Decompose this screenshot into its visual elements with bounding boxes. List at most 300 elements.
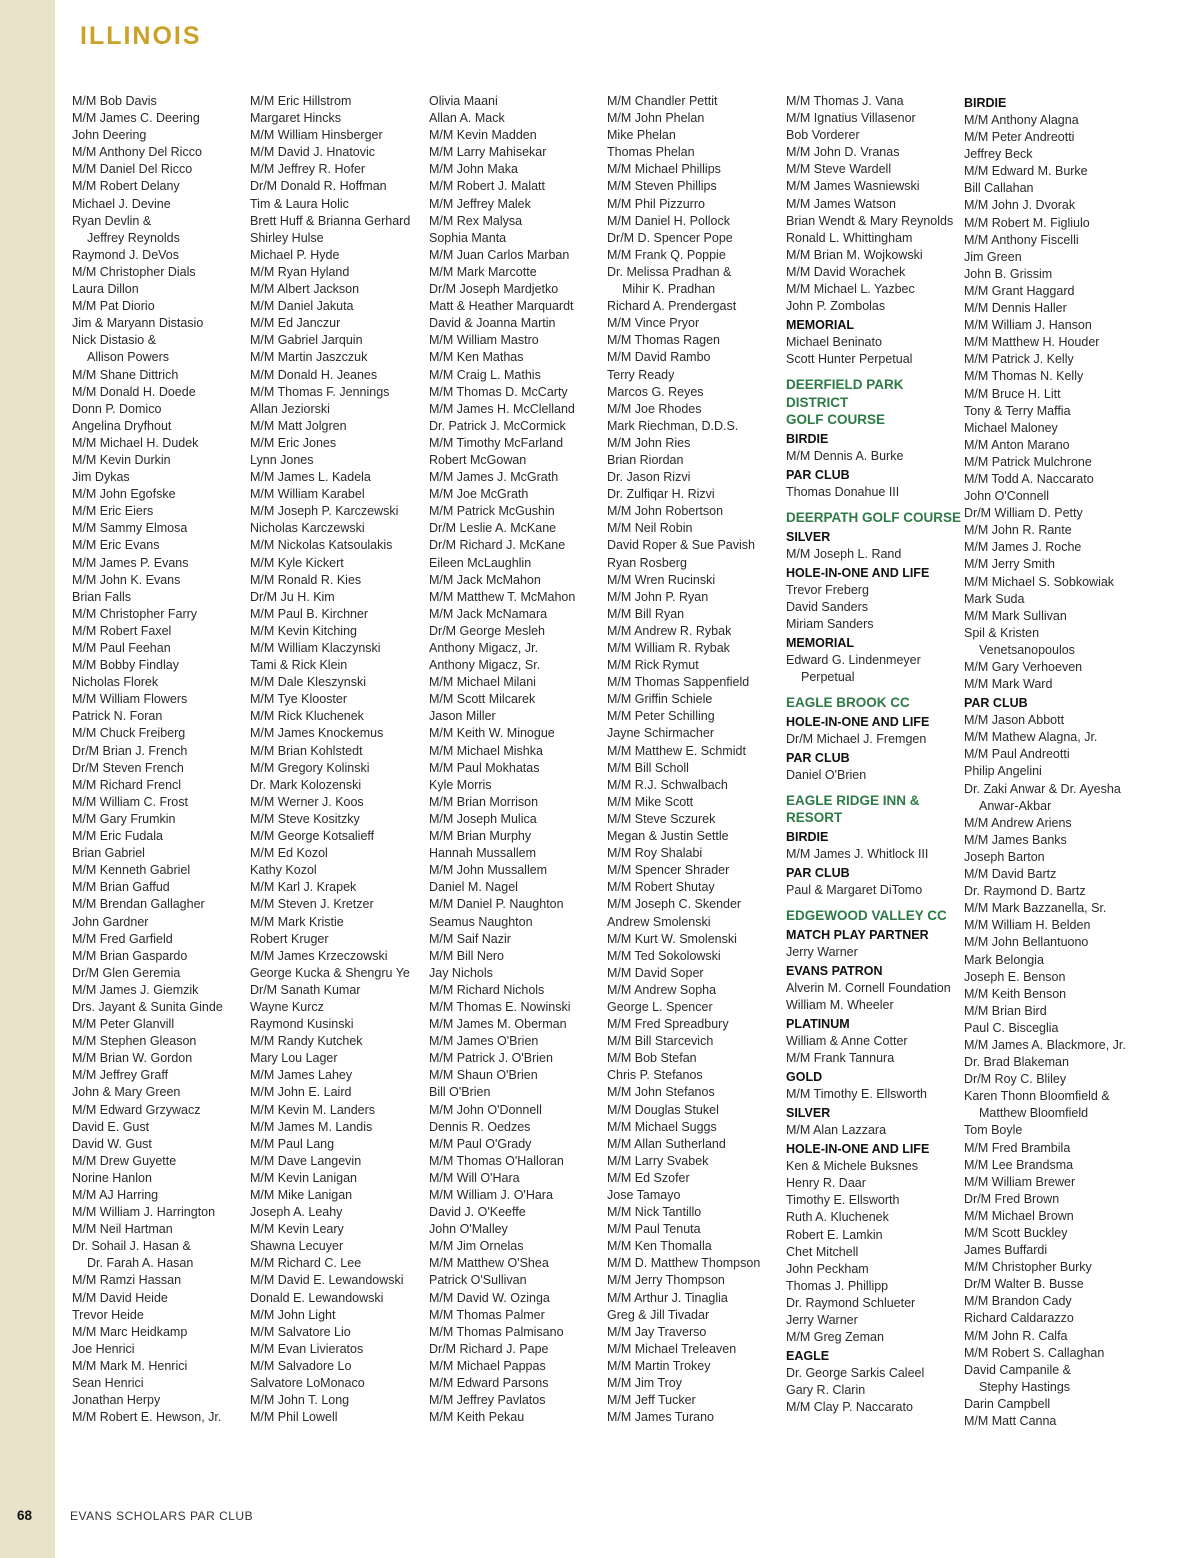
donor-name: M/M John Robertson: [607, 504, 724, 519]
donor-name: M/M Gary Frumkin: [72, 811, 176, 826]
donor-name: Dr/M Sanath Kumar: [250, 982, 361, 997]
donor-name: M/M Ronald R. Kies: [250, 572, 362, 587]
donor-name: M/M Paul Tenuta: [607, 1222, 701, 1237]
donor-name: M/M James A. Blackmore, Jr.: [964, 1037, 1126, 1052]
donor-name: M/M Richard Frencl: [72, 777, 182, 792]
donor-name: M/M James M. Landis: [250, 1119, 373, 1134]
donor-name: M/M Scott Buckley: [964, 1226, 1068, 1240]
donor-name: M/M Steven J. Kretzer: [250, 897, 374, 912]
donor-name: M/M Alan Lazzara: [786, 1123, 887, 1138]
donor-name: M/M James M. Oberman: [429, 1017, 567, 1032]
donor-name: M/M Craig L. Mathis: [429, 367, 541, 382]
donor-name: Norine Hanlon: [72, 1170, 152, 1185]
donor-name: M/M Nickolas Katsoulakis: [250, 538, 393, 553]
donor-name: M/M Daniel Jakuta: [250, 299, 354, 314]
donor-name: M/M Michael Mishka: [429, 743, 543, 758]
giving-level-heading: MATCH PLAY PARTNER: [786, 927, 929, 942]
donor-column: [72, 93, 250, 1426]
donor-name: Anthony Migacz, Jr.: [429, 641, 539, 655]
donor-name: M/M Thomas D. McCarty: [429, 384, 568, 399]
giving-level-heading: GOLD: [786, 1070, 823, 1084]
donor-name: M/M Brian Kohlstedt: [250, 743, 363, 758]
donor-name: George L. Spencer: [607, 999, 713, 1014]
donor-name: M/M Gary Verhoeven: [964, 660, 1083, 674]
donor-name: M/M Christopher Farry: [72, 606, 198, 621]
giving-level-heading: EVANS PATRON: [786, 963, 883, 978]
donor-name: M/M William Karabel: [250, 487, 365, 502]
donor-name: M/M Greg Zeman: [786, 1330, 884, 1345]
donor-name: Nicholas Karczewski: [250, 521, 365, 536]
donor-name: M/M Gabriel Jarquin: [250, 333, 363, 348]
donor-name: Wayne Kurcz: [250, 999, 324, 1014]
donor-name: M/M Clay P. Naccarato: [786, 1400, 913, 1415]
donor-name: M/M David W. Ozinga: [429, 1290, 550, 1305]
donor-name: Donn P. Domico: [72, 401, 162, 416]
donor-name: M/M Todd A. Naccarato: [964, 471, 1094, 486]
donor-name: M/M Richard C. Lee: [250, 1256, 362, 1271]
donor-name: M/M James Turano: [607, 1410, 714, 1425]
donor-name: M/M Mark Sullivan: [964, 608, 1067, 623]
donor-name: M/M Dennis Haller: [964, 301, 1067, 316]
donor-name: Laura Dillon: [72, 282, 139, 297]
donor-name: M/M Shane Dittrich: [72, 367, 179, 382]
donor-name: M/M John K. Evans: [72, 572, 181, 587]
giving-level-heading: MEMORIAL: [786, 318, 855, 333]
donor-name: Dr. Brad Blakeman: [964, 1055, 1069, 1070]
donor-name: M/M Dennis A. Burke: [786, 448, 904, 463]
donor-name: Scott Hunter Perpetual: [786, 352, 913, 367]
donor-name: M/M Robert M. Figliulo: [964, 215, 1090, 230]
donor-name: David J. O'Keeffe: [429, 1205, 526, 1220]
donor-name: M/M Donald H. Jeanes: [250, 367, 378, 382]
donor-name: M/M Neil Robin: [607, 521, 693, 536]
donor-name: Dr. Zaki Anwar & Dr. Ayesha: [964, 781, 1121, 796]
donor-name: M/M Timothy McFarland: [429, 435, 564, 450]
donor-name: M/M Brian Morrison: [429, 794, 539, 809]
donor-name: M/M Michael Brown: [964, 1208, 1074, 1223]
donor-name: Thomas J. Phillipp: [786, 1278, 889, 1293]
donor-name-continuation: Allison Powers: [87, 350, 169, 365]
donor-name: M/M William C. Frost: [72, 794, 188, 809]
donor-name: M/M Andrew R. Rybak: [607, 623, 732, 638]
donor-name: Brett Huff & Brianna Gerhard: [250, 213, 411, 228]
donor-name: M/M Kevin Lanigan: [250, 1170, 358, 1185]
donor-name: M/M John Ries: [607, 435, 691, 450]
donor-name: Robert McGowan: [429, 452, 527, 467]
donor-name: M/M Edward Grzywacz: [72, 1102, 201, 1117]
donor-name: M/M Steve Kositzky: [250, 811, 360, 826]
donor-name: Tom Boyle: [964, 1123, 1023, 1138]
giving-level-heading: HOLE-IN-ONE AND LIFE: [786, 565, 930, 580]
donor-name: M/M Robert Shutay: [607, 880, 715, 895]
donor-name: Angelina Dryfhout: [72, 418, 172, 433]
donor-name: M/M Nick Tantillo: [607, 1205, 702, 1220]
donor-name: M/M Martin Jaszczuk: [250, 350, 368, 365]
giving-level-heading: MEMORIAL: [786, 635, 855, 650]
donor-name: M/M Brian Gaffud: [72, 880, 170, 895]
donor-name: David & Joanna Martin: [429, 316, 556, 331]
donor-name: Greg & Jill Tivadar: [607, 1307, 710, 1322]
donor-name: Richard Caldarazzo: [964, 1311, 1074, 1326]
donor-name: M/M Stephen Gleason: [72, 1034, 197, 1049]
donor-name: Dr/M Glen Geremia: [72, 965, 181, 980]
donor-name: M/M Matthew E. Schmidt: [607, 743, 746, 758]
donor-name: M/M Bill Starcevich: [607, 1034, 714, 1049]
donor-name: M/M Brian W. Gordon: [72, 1051, 193, 1066]
donor-name: Dr/M Richard J. Pape: [429, 1341, 549, 1356]
donor-name: M/M Thomas E. Nowinski: [429, 999, 571, 1014]
donor-name: M/M Jim Troy: [607, 1376, 682, 1391]
donor-name: M/M John Maka: [429, 162, 518, 177]
donor-name: M/M Keith Benson: [964, 986, 1067, 1001]
donor-name: Terry Ready: [607, 367, 675, 382]
donor-name: David E. Gust: [72, 1119, 150, 1134]
donor-name: Michael J. Devine: [72, 196, 171, 211]
donor-name: M/M Michael Suggs: [607, 1119, 717, 1134]
donor-name: Dr. Raymond Schlueter: [786, 1295, 916, 1310]
donor-name: M/M Pat Diorio: [72, 299, 155, 314]
donor-name: M/M Salvadore Lo: [250, 1358, 352, 1373]
donor-name: M/M Thomas Ragen: [607, 333, 721, 348]
donor-name: Jerry Warner: [786, 944, 858, 959]
donor-name: Patrick N. Foran: [72, 709, 163, 724]
donor-name-continuation: Mihir K. Pradhan: [622, 282, 716, 297]
donor-name: M/M Michael S. Sobkowiak: [964, 574, 1115, 589]
donor-name: M/M Thomas N. Kelly: [964, 369, 1084, 384]
donor-name: M/M Bill Nero: [429, 948, 505, 963]
donor-name: M/M John R. Calfa: [964, 1328, 1068, 1343]
donor-name: M/M Timothy E. Ellsworth: [786, 1087, 927, 1101]
donor-name: Sean Henrici: [72, 1376, 144, 1391]
donor-name: M/M Jack McNamara: [429, 606, 548, 621]
donor-name: Kathy Kozol: [250, 863, 317, 878]
donor-name: M/M Chandler Pettit: [607, 94, 718, 108]
donor-name: Ryan Devlin &: [72, 213, 152, 228]
donor-name: Matt & Heather Marquardt: [429, 299, 574, 314]
donor-name: Mark Suda: [964, 591, 1025, 606]
donor-name: M/M Patrick McGushin: [429, 504, 555, 519]
donor-name: M/M Mark Ward: [964, 677, 1053, 692]
donor-name: M/M William R. Rybak: [607, 641, 730, 655]
donor-name: Brian Falls: [72, 589, 132, 604]
donor-name: David Campanile &: [964, 1362, 1071, 1377]
donor-name: Paul C. Bisceglia: [964, 1020, 1059, 1035]
donor-name: M/M Arthur J. Tinaglia: [607, 1290, 728, 1305]
donor-name: M/M Joseph C. Skender: [607, 897, 742, 912]
donor-name: Joe Henrici: [72, 1341, 135, 1356]
donor-name: M/M AJ Harring: [72, 1188, 159, 1202]
donor-name: M/M Richard Nichols: [429, 982, 545, 997]
donor-name: David Roper & Sue Pavish: [607, 538, 755, 553]
page-number: 68: [17, 1508, 33, 1523]
donor-name: Jay Nichols: [429, 965, 493, 980]
donor-name: M/M Kevin M. Landers: [250, 1102, 376, 1117]
donor-name: William M. Wheeler: [786, 997, 894, 1012]
donor-name: M/M Robert Faxel: [72, 623, 172, 638]
donor-name: M/M Thomas Palmisano: [429, 1324, 564, 1339]
donor-name: M/M Mark M. Henrici: [72, 1358, 188, 1373]
donor-name: Shawna Lecuyer: [250, 1239, 344, 1254]
donor-name: M/M Marc Heidkamp: [72, 1324, 188, 1339]
donor-name: M/M Phil Lowell: [250, 1410, 338, 1425]
donor-name: M/M Karl J. Krapek: [250, 880, 357, 895]
donor-name: M/M Bruce H. Litt: [964, 386, 1061, 401]
donor-name: Shirley Hulse: [250, 230, 324, 245]
donor-name: Jim Dykas: [72, 470, 130, 485]
donor-name: David Sanders: [786, 599, 868, 614]
donor-name: Dr/M Joseph Mardjetko: [429, 282, 559, 297]
donor-name: Ryan Rosberg: [607, 555, 687, 570]
donor-name: Jim & Maryann Distasio: [72, 316, 204, 331]
donor-name: M/M Michael L. Yazbec: [786, 282, 915, 297]
donor-name-continuation: Stephy Hastings: [979, 1379, 1071, 1394]
donor-name: M/M Drew Guyette: [72, 1153, 177, 1168]
donor-name: Mary Lou Lager: [250, 1051, 338, 1066]
golf-club-heading: GOLF COURSE: [786, 412, 886, 428]
donor-name: M/M William J. Harrington: [72, 1205, 216, 1220]
giving-level-heading: HOLE-IN-ONE AND LIFE: [786, 714, 930, 729]
donor-name: Brian Riordan: [607, 452, 684, 467]
donor-name: M/M Robert J. Malatt: [429, 179, 545, 194]
donor-name: M/M Keith W. Minogue: [429, 726, 555, 741]
donor-name: M/M Daniel Del Ricco: [72, 162, 193, 177]
donor-name: M/M Jeffrey R. Hofer: [250, 162, 366, 177]
donor-name: M/M Brian M. Wojkowski: [786, 247, 923, 262]
donor-name: M/M Salvatore Lio: [250, 1324, 351, 1339]
donor-name: Joseph E. Benson: [964, 969, 1066, 984]
giving-level-heading: HOLE-IN-ONE AND LIFE: [786, 1142, 930, 1157]
donor-name: Thomas Phelan: [607, 145, 695, 160]
donor-name: Lynn Jones: [250, 452, 314, 467]
donor-name: M/M Joseph P. Karczewski: [250, 504, 399, 519]
donor-name: M/M William Mastro: [429, 333, 539, 348]
donor-name: Dr. Melissa Pradhan &: [607, 264, 732, 279]
donor-name-continuation: Venetsanopoulos: [979, 642, 1075, 657]
donor-name: M/M Kyle Kickert: [250, 555, 344, 570]
donor-name: Dr/M Steven French: [72, 760, 184, 775]
donor-name-continuation: Perpetual: [801, 670, 855, 685]
donor-name: M/M John Phelan: [607, 111, 705, 126]
donor-name: Darin Campbell: [964, 1396, 1051, 1411]
giving-level-heading: PAR CLUB: [786, 750, 850, 765]
donor-name: M/M Michael Treleaven: [607, 1341, 737, 1356]
donor-name: M/M Fred Garfield: [72, 931, 173, 946]
donor-name: James Buffardi: [964, 1243, 1048, 1258]
donor-name: M/M James H. McClelland: [429, 401, 575, 416]
donor-name: Dr/M Brian J. French: [72, 743, 188, 758]
donor-name: M/M William H. Belden: [964, 918, 1091, 933]
donor-name: M/M Scott Milcarek: [429, 692, 536, 707]
donor-name: M/M Daniel P. Naughton: [429, 897, 564, 912]
donor-name: John B. Grissim: [964, 266, 1053, 281]
donor-name: Sophia Manta: [429, 230, 507, 245]
donor-name: M/M Dave Langevin: [250, 1153, 362, 1168]
donor-name: M/M Lee Brandsma: [964, 1157, 1074, 1172]
donor-name: M/M Matt Jolgren: [250, 418, 347, 433]
donor-name: M/M John E. Laird: [250, 1085, 352, 1100]
donor-name: M/M Paul Mokhatas: [429, 760, 540, 775]
donor-name: M/M Peter Schilling: [607, 709, 715, 724]
donor-name: M/M Wren Rucinski: [607, 572, 716, 587]
donor-name: M/M Donald H. Doede: [72, 384, 196, 399]
donor-name: M/M John Stefanos: [607, 1085, 715, 1100]
golf-club-heading: EAGLE RIDGE INN &: [786, 792, 920, 808]
donor-name: M/M Joe McGrath: [429, 487, 529, 502]
publication-footer: EVANS SCHOLARS PAR CLUB: [70, 1509, 254, 1523]
donor-name: M/M Edward Parsons: [429, 1376, 549, 1391]
donor-name: M/M Brian Murphy: [429, 829, 532, 844]
donor-name: M/M Mark Bazzanella, Sr.: [964, 901, 1107, 916]
donor-name: M/M Kevin Durkin: [72, 452, 171, 467]
donor-name: M/M James Banks: [964, 832, 1067, 847]
donor-name: M/M Ed Kozol: [250, 846, 328, 861]
donor-name: M/M Kevin Kitching: [250, 623, 357, 638]
donor-name: Edward G. Lindenmeyer: [786, 652, 921, 667]
donor-name: Dennis R. Oedzes: [429, 1119, 531, 1134]
donor-name: M/M Werner J. Koos: [250, 794, 364, 809]
donor-name: John Peckham: [786, 1261, 869, 1276]
donor-name: Patrick O'Sullivan: [429, 1273, 527, 1288]
golf-club-heading: DEERPATH GOLF COURSE: [786, 510, 962, 526]
donor-name: Spil & Kristen: [964, 625, 1040, 640]
donor-name: John O'Connell: [964, 489, 1050, 504]
donor-name: M/M John Egofske: [72, 487, 176, 502]
donor-name: M/M William J. Hanson: [964, 318, 1092, 333]
donor-name: M/M Michael Pappas: [429, 1358, 546, 1373]
donor-name: M/M Matthew T. McMahon: [429, 589, 576, 604]
donor-column: [964, 93, 1142, 1430]
donor-name: M/M James L. Kadela: [250, 470, 371, 485]
donor-name: M/M Juan Carlos Marban: [429, 247, 570, 262]
donor-name: Brian Gabriel: [72, 846, 145, 861]
page-margin-band: [0, 0, 55, 1558]
donor-name: M/M Andrew Sopha: [607, 982, 717, 997]
donor-name: Joseph Barton: [964, 849, 1045, 864]
donor-name: Seamus Naughton: [429, 914, 533, 929]
donor-name: M/M Brendan Gallagher: [72, 897, 205, 912]
donor-name: Mike Phelan: [607, 128, 676, 143]
donor-name: Raymond Kusinski: [250, 1017, 354, 1032]
donor-name: M/M Peter Andreotti: [964, 130, 1075, 145]
donor-name: Dr/M Walter B. Busse: [964, 1277, 1084, 1292]
donor-name: M/M James P. Evans: [72, 555, 189, 570]
donor-name: M/M Matt Canna: [964, 1414, 1057, 1429]
donor-name: M/M Jeff Tucker: [607, 1393, 696, 1408]
donor-name: Robert Kruger: [250, 931, 329, 946]
donor-name: M/M Bill Scholl: [607, 760, 689, 775]
donor-name: M/M Joseph L. Rand: [786, 546, 902, 561]
donor-name: M/M Matthew H. Houder: [964, 335, 1100, 350]
donor-name: M/M James Watson: [786, 196, 896, 211]
donor-name: M/M Rick Rymut: [607, 658, 699, 673]
donor-name: M/M Roy Shalabi: [607, 846, 703, 861]
donor-name: M/M R.J. Schwalbach: [607, 777, 728, 792]
donor-name: M/M David Heide: [72, 1290, 168, 1305]
donor-name: M/M Jeffrey Malek: [429, 196, 531, 211]
donor-name: Kyle Morris: [429, 777, 492, 792]
donor-name-continuation: Matthew Bloomfield: [979, 1106, 1089, 1121]
donor-name: M/M John Mussallem: [429, 863, 548, 878]
donor-name: Gary R. Clarin: [786, 1383, 866, 1398]
donor-name-continuation: Jeffrey Reynolds: [87, 230, 180, 245]
donor-name: Bob Vorderer: [786, 128, 860, 143]
donor-name: John Gardner: [72, 914, 149, 929]
donor-name: M/M James Krzeczowski: [250, 948, 388, 963]
donor-name: M/M James J. Roche: [964, 540, 1082, 555]
donor-name: M/M Edward M. Burke: [964, 164, 1088, 179]
giving-level-heading: PAR CLUB: [964, 696, 1028, 711]
donor-name: John Deering: [72, 128, 147, 143]
donor-name: M/M Fred Brambila: [964, 1140, 1071, 1155]
donor-name: Dr/M Michael J. Fremgen: [786, 731, 927, 746]
donor-name: M/M Steven Phillips: [607, 179, 717, 194]
donor-column: [607, 93, 785, 1426]
donor-name: M/M Kenneth Gabriel: [72, 863, 191, 878]
giving-level-heading: PLATINUM: [786, 1016, 850, 1031]
donor-name: M/M Grant Haggard: [964, 283, 1075, 298]
donor-name: M/M Bob Stefan: [607, 1051, 697, 1066]
donor-name: Tony & Terry Maffia: [964, 403, 1071, 418]
donor-name: Dr/M Leslie A. McKane: [429, 521, 557, 536]
donor-name: M/M Robert Delany: [72, 179, 180, 194]
donor-name: Brian Wendt & Mary Reynolds: [786, 213, 954, 228]
donor-name: Dr/M Richard J. McKane: [429, 538, 566, 553]
donor-name: Philip Angelini: [964, 764, 1042, 779]
donor-name: M/M Mike Lanigan: [250, 1188, 353, 1202]
donor-name: M/M John J. Dvorak: [964, 198, 1076, 213]
giving-level-heading: EAGLE: [786, 1349, 830, 1364]
donor-name: M/M Robert S. Callaghan: [964, 1345, 1105, 1360]
donor-name: M/M Michael H. Dudek: [72, 435, 199, 450]
donor-name: M/M Jay Traverso: [607, 1324, 707, 1339]
donor-name: M/M Jeffrey Graff: [72, 1068, 169, 1083]
donor-name: M/M James J. Giemzik: [72, 982, 199, 997]
donor-name: M/M Jerry Thompson: [607, 1273, 725, 1288]
donor-name: M/M Christopher Burky: [964, 1260, 1092, 1275]
donor-name: Marcos G. Reyes: [607, 384, 704, 399]
donor-name: Ken & Michele Buksnes: [786, 1159, 919, 1174]
donor-name: M/M Mark Marcotte: [429, 264, 537, 279]
donor-name: Michael Beninato: [786, 335, 882, 350]
donor-name: M/M Peter Glanvill: [72, 1017, 175, 1032]
donor-name: M/M William Brewer: [964, 1174, 1076, 1189]
donor-name: M/M Jason Abbott: [964, 713, 1065, 728]
donor-name: M/M Eric Jones: [250, 435, 337, 450]
donor-name: M/M Ed Szofer: [607, 1170, 690, 1185]
donor-name: M/M James Lahey: [250, 1068, 353, 1083]
donor-name: Dr/M William D. Petty: [964, 506, 1083, 521]
donor-name: M/M Phil Pizzurro: [607, 196, 705, 211]
donor-name: M/M James Knockemus: [250, 726, 384, 741]
donor-name: Miriam Sanders: [786, 616, 874, 631]
golf-club-heading: EAGLE BROOK CC: [786, 695, 910, 711]
donor-name: M/M Dale Kleszynski: [250, 675, 366, 690]
donor-name: Olivia Maani: [429, 94, 498, 108]
state-heading: ILLINOIS: [80, 22, 202, 50]
donor-name: M/M John O'Donnell: [429, 1102, 542, 1117]
donor-name: Karen Thonn Bloomfield &: [964, 1089, 1110, 1104]
donor-name: Chris P. Stefanos: [607, 1068, 703, 1083]
donor-name: M/M Will O'Hara: [429, 1170, 520, 1185]
donor-name: M/M Bob Davis: [72, 94, 157, 108]
donor-name: M/M Michael Phillips: [607, 162, 721, 177]
donor-name: Dr/M D. Spencer Pope: [607, 230, 733, 245]
donor-name: M/M David Worachek: [786, 264, 906, 279]
donor-name: M/M James J. McGrath: [429, 470, 559, 485]
donor-name: M/M Steve Wardell: [786, 162, 892, 177]
giving-level-heading: SILVER: [786, 1106, 831, 1121]
donor-name: Trevor Freberg: [786, 582, 869, 597]
